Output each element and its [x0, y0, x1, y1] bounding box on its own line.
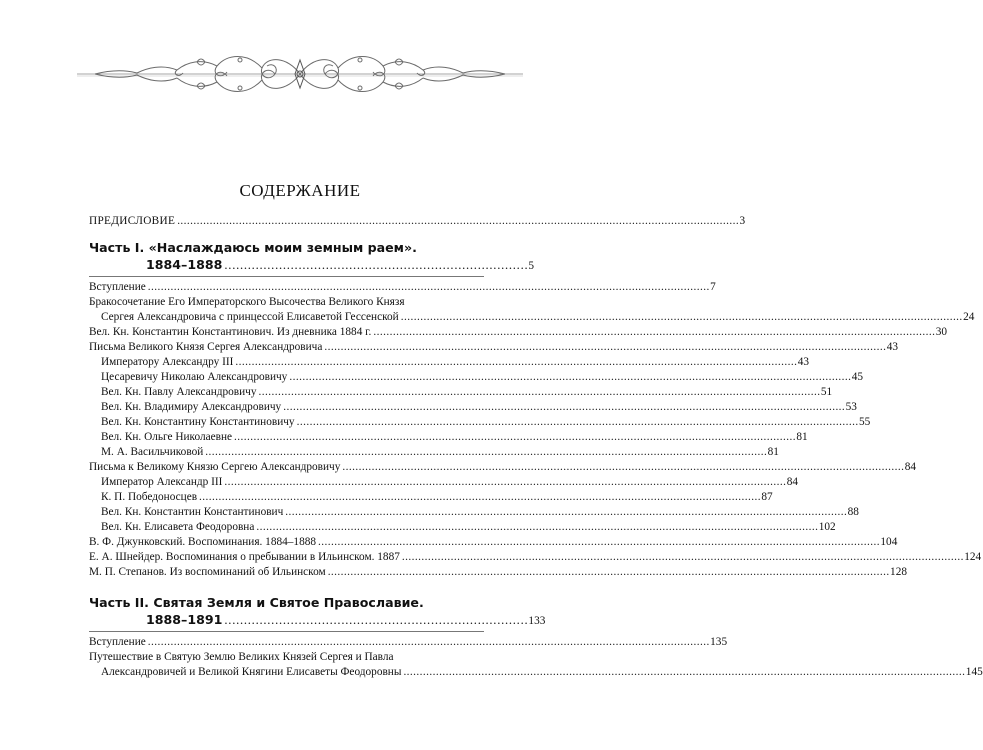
toc-entry-page: 87	[761, 491, 773, 503]
leader-dots	[148, 280, 708, 295]
toc-entry-label: М. П. Степанов. Из воспоминаний об Ильинском	[89, 566, 326, 578]
part-title: Часть II. Святая Земля и Святое Православие.	[89, 595, 424, 610]
leader-dots	[373, 325, 933, 340]
toc-entry-label: Вступление	[89, 636, 146, 648]
leader-dots	[297, 415, 857, 430]
toc-entry-label: М. А. Васильчиковой	[101, 446, 204, 458]
part-years: 1884–1888	[146, 257, 223, 272]
leader-dots	[177, 214, 737, 229]
leader-dots	[285, 505, 845, 520]
leader-dots	[324, 340, 884, 355]
toc-entry-label: К. П. Победоносцев	[101, 491, 198, 503]
toc-entry-label: Вел. Кн. Константину Константиновичу	[101, 416, 295, 428]
toc-entry[interactable]	[89, 445, 779, 460]
toc-entry[interactable]	[89, 490, 773, 505]
toc-entry[interactable]	[89, 430, 808, 445]
toc-entry[interactable]	[89, 650, 983, 680]
toc-part-1-heading[interactable]	[89, 239, 535, 275]
toc-entry-page: 51	[820, 386, 833, 398]
toc-entry-page: 5	[528, 260, 535, 272]
toc-part-2-heading[interactable]	[89, 594, 546, 630]
toc-entry-page: 84	[786, 476, 799, 488]
toc-entry-page: 133	[528, 615, 546, 627]
toc-entry-label: Письма Великого Князя Сергея Александровича	[89, 341, 323, 353]
toc-entry-label: Вел. Кн. Елисавета Феодоровна	[101, 521, 255, 533]
table-of-contents	[89, 214, 983, 680]
page-title: СОДЕРЖАНИЕ	[239, 181, 361, 200]
toc-entry[interactable]	[89, 355, 810, 370]
toc-entry-label: В. Ф. Джунковский. Воспоминания. 1884–1888	[89, 536, 317, 548]
toc-entry-label: Вел. Кн. Константин Константинович. Из дневника 1884 г.	[89, 326, 372, 338]
toc-entry-preface[interactable]	[89, 214, 746, 229]
leader-dots	[224, 612, 526, 629]
toc-entry-label-continued: Сергея Александровича с принцессой Елисаветой Гессенской	[101, 311, 399, 323]
toc-entry-page: 102	[818, 521, 836, 533]
toc-entry-page: 145	[965, 666, 983, 678]
leader-dots	[205, 445, 765, 460]
toc-entry[interactable]	[89, 505, 859, 520]
toc-entry-label: Император Александр III	[101, 476, 223, 488]
toc-entry[interactable]	[89, 520, 836, 535]
toc-entry[interactable]	[89, 415, 871, 430]
toc-entry-label: Вел. Кн. Ольге Николаевне	[101, 431, 233, 443]
toc-entry-label: Цесаревичу Николаю Александровичу	[101, 371, 288, 383]
toc-entry[interactable]	[89, 400, 857, 415]
toc-entry-page: 128	[890, 566, 907, 578]
leader-dots	[283, 400, 843, 415]
toc-entry-page: 124	[964, 551, 982, 563]
toc-entry[interactable]	[89, 460, 917, 475]
leader-dots	[289, 370, 849, 385]
leader-dots	[403, 665, 963, 680]
leader-dots	[318, 535, 878, 550]
toc-entry[interactable]	[89, 370, 863, 385]
toc-entry-page: 81	[767, 446, 779, 458]
toc-entry[interactable]	[89, 535, 898, 550]
toc-entry-page: 3	[739, 215, 746, 227]
toc-entry-page: 24	[963, 311, 975, 323]
toc-entry-label: Вступление	[89, 281, 146, 293]
toc-entry-label: Вел. Кн. Павлу Александровичу	[101, 386, 257, 398]
leader-dots	[401, 310, 961, 325]
leader-dots	[234, 430, 794, 445]
toc-entry[interactable]	[89, 550, 982, 565]
toc-entry[interactable]	[89, 325, 948, 340]
toc-entry-page: 81	[796, 431, 808, 443]
toc-entry-page: 135	[710, 636, 728, 648]
leader-dots	[224, 475, 784, 490]
leader-dots	[224, 257, 526, 274]
leader-dots	[402, 550, 962, 565]
part-title: Часть I. «Наслаждаюсь моим земным раем».	[89, 240, 417, 255]
toc-entry[interactable]	[89, 340, 899, 355]
toc-entry-label: Вел. Кн. Константин Константинович	[101, 506, 284, 518]
toc-entry-page: 53	[845, 401, 857, 413]
toc-entry-label: Е. А. Шнейдер. Воспоминания о пребывании в Ильинском. 1887	[89, 551, 400, 563]
toc-entry[interactable]	[89, 475, 799, 490]
toc-entry-page: 30	[935, 326, 948, 338]
toc-entry-page: 84	[904, 461, 917, 473]
leader-dots	[199, 490, 759, 505]
floral-ornament-icon	[77, 48, 523, 100]
leader-dots	[259, 385, 819, 400]
toc-entry[interactable]	[89, 280, 716, 295]
leader-dots	[235, 355, 795, 370]
toc-part-1-entries	[89, 280, 982, 580]
toc-entry-page: 43	[886, 341, 899, 353]
toc-entry-page: 7	[710, 281, 716, 293]
toc-entry-page: 45	[851, 371, 863, 383]
toc-entry[interactable]	[89, 295, 975, 325]
toc-part-2-entries	[89, 635, 983, 680]
toc-entry-label-continued: Александровичей и Великой Княгини Елисаветы Феодоровны	[101, 666, 402, 678]
divider	[89, 631, 484, 632]
toc-entry-label: ПРЕДИСЛОВИЕ	[89, 215, 176, 227]
toc-entry-page: 43	[797, 356, 810, 368]
toc-entry-page: 88	[847, 506, 859, 518]
toc-entry-label: Бракосочетание Его Императорского Высочества Великого Князя	[89, 296, 405, 308]
leader-dots	[148, 635, 708, 650]
leader-dots	[256, 520, 816, 535]
toc-entry-label: Императору Александру III	[101, 356, 234, 368]
divider	[89, 276, 484, 277]
toc-entry[interactable]	[89, 385, 833, 400]
part-years: 1888–1891	[146, 612, 223, 627]
leader-dots	[342, 460, 902, 475]
toc-entry-page: 55	[858, 416, 871, 428]
toc-entry[interactable]	[89, 565, 907, 580]
toc-entry[interactable]	[89, 635, 728, 650]
toc-entry-label: Вел. Кн. Владимиру Александровичу	[101, 401, 282, 413]
toc-entry-label: Письма к Великому Князю Сергею Александровичу	[89, 461, 341, 473]
toc-entry-page: 104	[880, 536, 898, 548]
toc-entry-label: Путешествие в Святую Землю Великих Князей Сергея и Павла	[89, 651, 394, 663]
leader-dots	[328, 565, 888, 580]
